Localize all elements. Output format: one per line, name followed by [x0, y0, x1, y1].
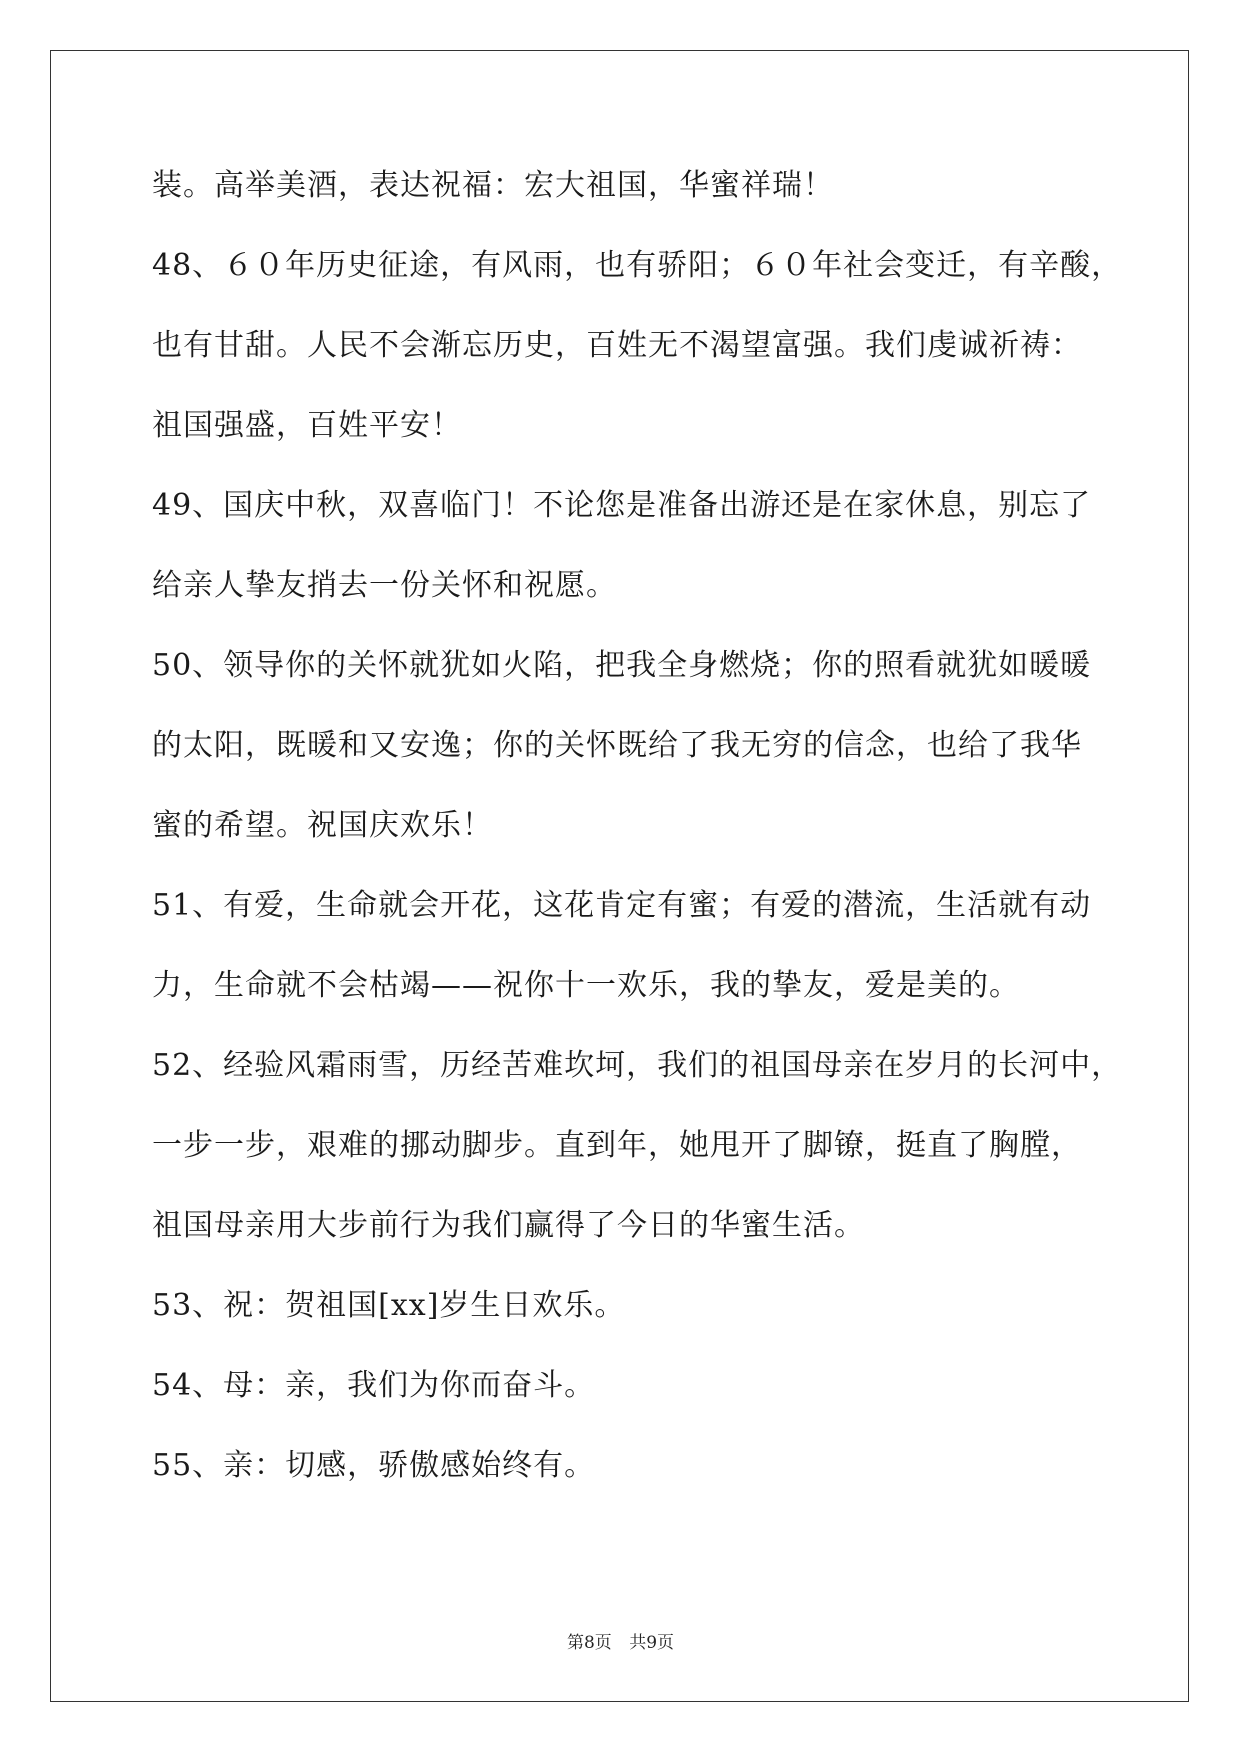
text-line: 48、６０年历史征途，有风雨，也有骄阳；６０年社会变迁，有辛酸， — [152, 248, 1123, 283]
text-line: 51、有爱，生命就会开花，这花肯定有蜜；有爱的潜流，生活就有动 — [152, 888, 1092, 923]
page-number: 第8页 — [566, 1633, 612, 1653]
text-line: 54、母：亲，我们为你而奋斗。 — [152, 1368, 596, 1403]
text-line: 的太阳，既暖和又安逸；你的关怀既给了我无穷的信念，也给了我华 — [152, 728, 1082, 763]
text-line: 一步一步，艰难的挪动脚步。直到年，她甩开了脚镣，挺直了胸膛， — [152, 1128, 1082, 1163]
text-line: 力，生命就不会枯竭——祝你十一欢乐，我的挚友，爱是美的。 — [152, 968, 1020, 1003]
text-line: 给亲人挚友捎去一份关怀和祝愿。 — [152, 568, 617, 603]
text-line: 50、领导你的关怀就犹如火陷，把我全身燃烧；你的照看就犹如暖暖 — [152, 648, 1092, 683]
text-line: 49、国庆中秋，双喜临门！不论您是准备出游还是在家休息，别忘了 — [152, 488, 1092, 523]
page-total: 共9页 — [629, 1633, 675, 1653]
text-line: 55、亲：切感，骄傲感始终有。 — [152, 1448, 596, 1483]
document-body — [152, 160, 1123, 1520]
text-line: 也有甘甜。人民不会渐忘历史，百姓无不渴望富强。我们虔诚祈祷： — [152, 328, 1082, 363]
text-line: 蜜的希望。祝国庆欢乐！ — [152, 808, 493, 843]
text-line: 祖国强盛，百姓平安！ — [152, 408, 462, 443]
text-line: 装。高举美酒，表达祝福：宏大祖国，华蜜祥瑞！ — [152, 168, 834, 203]
text-line: 52、经验风霜雨雪，历经苦难坎坷，我们的祖国母亲在岁月的长河中， — [152, 1048, 1123, 1083]
page-footer — [0, 1628, 1241, 1653]
text-line: 53、祝：贺祖国[xx]岁生日欢乐。 — [152, 1288, 626, 1323]
text-line: 祖国母亲用大步前行为我们赢得了今日的华蜜生活。 — [152, 1208, 865, 1243]
